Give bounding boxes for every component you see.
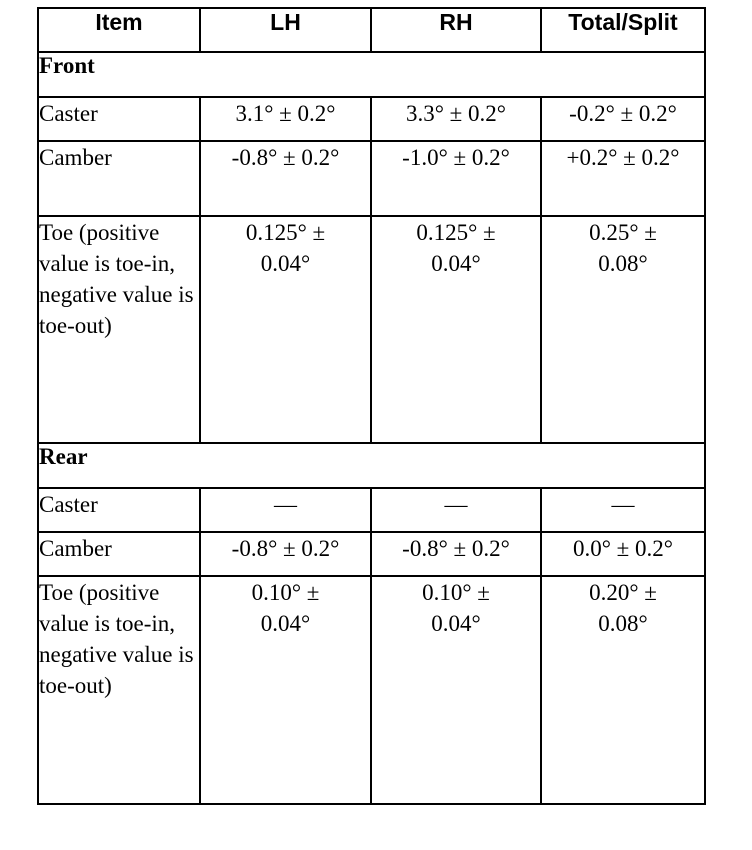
rear-toe-item: Toe (positive value is toe-in, negative value is toe-out) <box>38 576 200 804</box>
table-row-rear-camber <box>38 532 705 576</box>
rear-caster-rh: — <box>371 488 541 532</box>
table-row-front-caster <box>38 97 705 141</box>
alignment-spec-table <box>37 7 706 805</box>
front-caster-rh: 3.3° ± 0.2° <box>371 97 541 141</box>
front-toe-rh: 0.125° ± 0.04° <box>416 220 496 276</box>
header-row <box>38 8 705 52</box>
front-toe-lh: 0.125° ± 0.04° <box>245 220 326 276</box>
front-camber-rh: -1.0° ± 0.2° <box>371 141 541 216</box>
rear-toe-total: 0.20° ± 0.08° <box>589 580 657 636</box>
header-lh: LH <box>200 8 371 52</box>
table-row-rear-caster <box>38 488 705 532</box>
rear-camber-item: Camber <box>38 532 200 576</box>
rear-toe-lh: 0.10° ± 0.04° <box>251 580 320 636</box>
front-camber-total: +0.2° ± 0.2° <box>566 145 680 170</box>
section-rear-label: Rear <box>38 443 705 488</box>
table-row-front-toe <box>38 216 705 443</box>
table-row-front-camber <box>38 141 705 216</box>
rear-caster-item: Caster <box>38 488 200 532</box>
front-caster-total: -0.2° ± 0.2° <box>541 97 705 141</box>
rear-camber-total: 0.0° ± 0.2° <box>541 532 705 576</box>
front-toe-total: 0.25° ± 0.08° <box>589 220 657 276</box>
front-toe-item: Toe (positive value is toe-in, negative value is toe-out) <box>38 216 200 443</box>
header-total-split: Total/Split <box>541 8 705 52</box>
section-front-label: Front <box>38 52 705 97</box>
front-caster-lh: 3.1° ± 0.2° <box>200 97 371 141</box>
front-camber-lh: -0.8° ± 0.2° <box>200 141 371 216</box>
rear-camber-rh: -0.8° ± 0.2° <box>371 532 541 576</box>
rear-camber-lh: -0.8° ± 0.2° <box>200 532 371 576</box>
rear-caster-lh: — <box>200 488 371 532</box>
section-row-front <box>38 52 705 97</box>
section-row-rear <box>38 443 705 488</box>
front-camber-item: Camber <box>38 141 200 216</box>
rear-caster-total: — <box>541 488 705 532</box>
header-item: Item <box>38 8 200 52</box>
front-caster-item: Caster <box>38 97 200 141</box>
table-row-rear-toe <box>38 576 705 804</box>
header-rh: RH <box>371 8 541 52</box>
rear-toe-rh: 0.10° ± 0.04° <box>422 580 490 636</box>
